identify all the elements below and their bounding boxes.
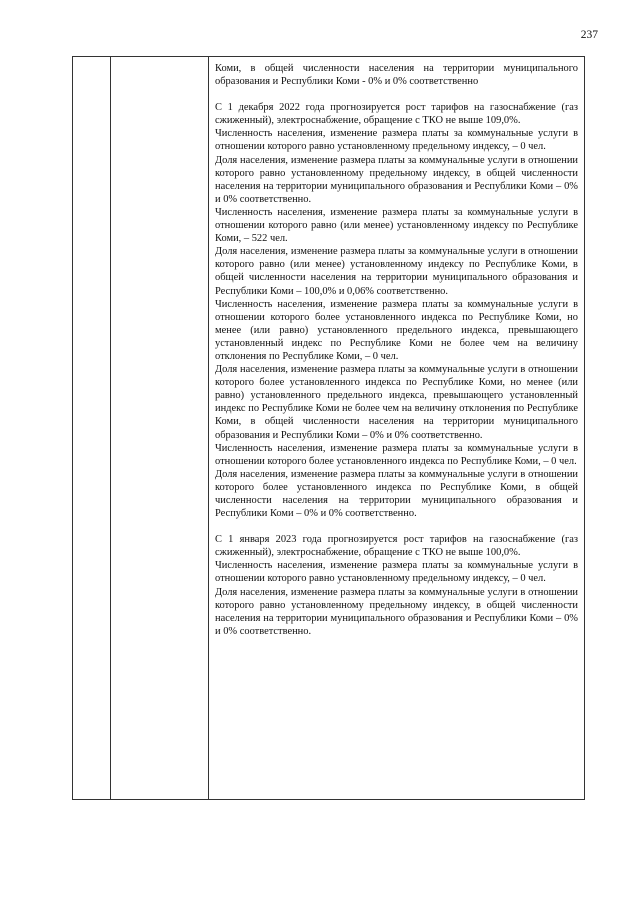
paragraph: Доля населения, изменение размера платы за коммунальные услуги в отношении которого более установленного индекса по Республике Коми, в общей численности населения на территории муниципального образования и Республики Коми – 0% и 0% соответственно.	[215, 468, 578, 520]
paragraph: Численность населения, изменение размера платы за коммунальные услуги в отношении которого равно установленному предельному индексу, – 0 чел.	[215, 560, 578, 585]
paragraph: С 1 декабря 2022 года прогнозируется рост тарифов на газоснабжение (газ сжиженный), электроснабжение, обращение с ТКО не выше 109,0%.	[215, 102, 578, 127]
paragraph: Численность населения, изменение размера платы за коммунальные услуги в отношении которого равно (или менее) установленному индексу по Республике Коми, – 522 чел.	[215, 206, 578, 245]
paragraph: Численность населения, изменение размера платы за коммунальные услуги в отношении которого равно установленному предельному индексу, – 0 чел.	[215, 128, 578, 153]
paragraph: Численность населения, изменение размера платы за коммунальные услуги в отношении которого более установленного индекса по Республике Коми, – 0 чел.	[215, 442, 578, 467]
column-divider-1	[110, 57, 111, 799]
paragraph: Доля населения, изменение размера платы за коммунальные услуги в отношении которого равно установленному предельному индексу, в общей численности населения на территории муниципального образования и Республики Коми – 0% и 0% соответственно.	[215, 586, 578, 637]
table-cell-text	[215, 62, 578, 638]
document-table	[72, 56, 585, 800]
column-divider-2	[208, 57, 209, 799]
paragraph: Доля населения, изменение размера платы за коммунальные услуги в отношении которого равно установленному предельному индексу, в общей численности населения на территории муниципального образования и Республики Коми – 0% и 0% соответственно.	[215, 154, 578, 205]
paragraph: Доля населения, изменение размера платы за коммунальные услуги в отношении которого равно (или менее) установленному индексу по Республике Коми, в общей численности населения на территории муниципального образования и Республики Коми – 100,0% и 0,06% соответственно.	[215, 246, 578, 297]
paragraph: С 1 января 2023 года прогнозируется рост тарифов на газоснабжение (газ сжиженный), электроснабжение, обращение с ТКО не выше 100,0%.	[215, 534, 578, 559]
paragraph: Доля населения, изменение размера платы за коммунальные услуги в отношении которого более установленного индекса по Республике Коми, но менее (или равно) установленного предельного индекса, превышающего установленный индекс по Республике Коми не более чем на величину отклонения по Республике Коми, в общей численности населения на территории муниципального образования и Республики Коми – 0% и 0% соответственно.	[215, 364, 578, 441]
paragraph: Численность населения, изменение размера платы за коммунальные услуги в отношении которого более установленного индекса по Республике Коми, но менее (или равно) установленного предельного индекса, превышающего установленный индекс по Республике Коми не более чем на величину отклонения по Республике Коми, – 0 чел.	[215, 298, 578, 362]
page-number: 237	[580, 29, 598, 41]
paragraph: Коми, в общей численности населения на территории муниципального образования и Республики Коми - 0% и 0% соответственно	[215, 63, 578, 88]
